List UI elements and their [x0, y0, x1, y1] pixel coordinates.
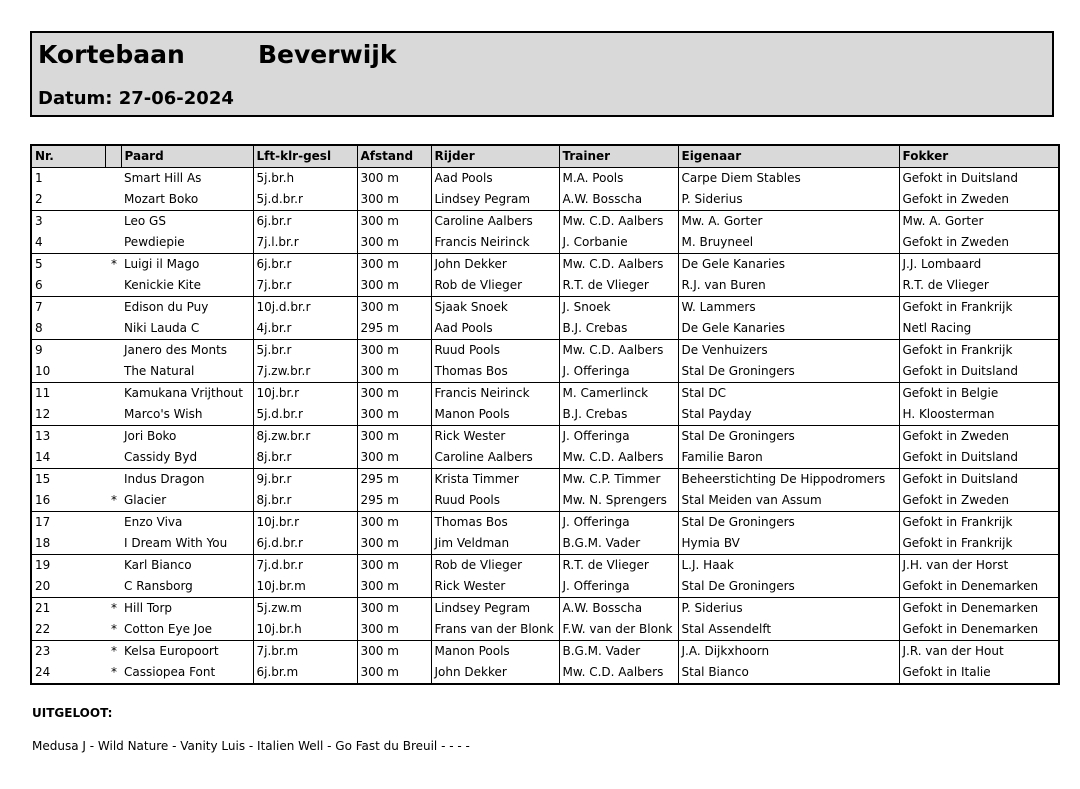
cell-fokker: Gefokt in Zweden — [899, 189, 1059, 211]
cell-paard: Luigi il Mago — [124, 257, 200, 271]
withdrawn-label: UITGELOOT: — [32, 706, 113, 720]
cell-lft: 8j.br.r — [253, 490, 357, 512]
cell-fokker: Gefokt in Italie — [899, 662, 1059, 684]
cell-eigenaar: Stal De Groningers — [678, 512, 899, 534]
cell-trainer: B.G.M. Vader — [559, 641, 678, 663]
cell-nr: 7 — [31, 297, 105, 319]
cell-paard: Kenickie Kite — [121, 275, 253, 297]
cell-trainer: J. Offeringa — [559, 512, 678, 534]
cell-trainer: Mw. C.D. Aalbers — [559, 340, 678, 362]
cell-fokker: Gefokt in Denemarken — [899, 576, 1059, 598]
table-row — [31, 340, 1059, 362]
header-rijder: Rijder — [431, 145, 559, 168]
cell-rijder: Lindsey Pegram — [431, 598, 559, 620]
cell-fokker: Gefokt in Duitsland — [899, 447, 1059, 469]
withdrawn-list: Medusa J - Wild Nature - Vanity Luis - Italien Well - Go Fast du Breuil - - - - — [32, 739, 470, 753]
cell-lft: 10j.br.h — [253, 619, 357, 641]
header-fokker: Fokker — [899, 145, 1059, 168]
table-row — [31, 383, 1059, 405]
cell-paard: Hill Torp — [124, 601, 173, 615]
header-paard: Paard — [121, 145, 253, 168]
cell-rijder: Frans van der Blonk — [431, 619, 559, 641]
cell-lft: 9j.br.r — [253, 469, 357, 491]
header-nr: Nr. — [31, 145, 105, 168]
cell-nr: 3 — [31, 211, 105, 233]
cell-star — [105, 533, 121, 555]
cell-eigenaar: W. Lammers — [678, 297, 899, 319]
cell-star — [105, 275, 121, 297]
cell-rijder: Lindsey Pegram — [431, 189, 559, 211]
cell-star — [105, 404, 121, 426]
cell-nr: 18 — [31, 533, 105, 555]
cell-rijder: Caroline Aalbers — [431, 211, 559, 233]
cell-rijder: Jim Veldman — [431, 533, 559, 555]
cell-rijder: John Dekker — [431, 662, 559, 684]
cell-afstand: 300 m — [357, 576, 431, 598]
cell-lft: 6j.br.r — [253, 211, 357, 233]
cell-star — [105, 512, 121, 534]
cell-fokker: Netl Racing — [899, 318, 1059, 340]
cell-star: * — [111, 644, 117, 658]
cell-lft: 7j.d.br.r — [253, 555, 357, 577]
cell-afstand: 300 m — [357, 340, 431, 362]
cell-trainer: A.W. Bosscha — [559, 189, 678, 211]
cell-fokker: Gefokt in Zweden — [899, 232, 1059, 254]
cell-rijder: Rob de Vlieger — [431, 275, 559, 297]
cell-trainer: B.J. Crebas — [559, 318, 678, 340]
cell-lft: 5j.br.r — [253, 340, 357, 362]
cell-eigenaar: Stal De Groningers — [678, 426, 899, 448]
cell-lft: 6j.d.br.r — [253, 533, 357, 555]
cell-lft: 5j.d.br.r — [253, 189, 357, 211]
cell-paard: Cotton Eye Joe — [121, 619, 253, 641]
cell-nr: 20 — [31, 576, 105, 598]
cell-trainer: A.W. Bosscha — [559, 598, 678, 620]
page-title: Kortebaan — [38, 40, 185, 69]
cell-rijder: Rick Wester — [431, 576, 559, 598]
cell-paard: Enzo Viva — [124, 515, 183, 529]
cell-rijder: Francis Neirinck — [431, 383, 559, 405]
cell-paard: C Ransborg — [121, 576, 253, 598]
cell-fokker: Gefokt in Frankrijk — [899, 340, 1059, 362]
cell-star: * — [111, 257, 117, 271]
cell-fokker: Gefokt in Zweden — [899, 426, 1059, 448]
cell-nr: 13 — [31, 426, 105, 448]
cell-rijder: Ruud Pools — [431, 340, 559, 362]
table-row — [31, 576, 1059, 598]
cell-eigenaar: Stal Meiden van Assum — [678, 490, 899, 512]
cell-fokker: Gefokt in Belgie — [899, 383, 1059, 405]
cell-trainer: M.A. Pools — [559, 168, 678, 190]
table-row — [31, 361, 1059, 383]
cell-rijder: Ruud Pools — [431, 490, 559, 512]
header-star — [105, 145, 121, 168]
cell-afstand: 300 m — [357, 619, 431, 641]
cell-star — [105, 297, 121, 319]
cell-star — [105, 383, 121, 405]
cell-eigenaar: Familie Baron — [678, 447, 899, 469]
table-row — [31, 404, 1059, 426]
cell-afstand: 295 m — [357, 318, 431, 340]
table-row — [31, 189, 1059, 211]
cell-trainer: J. Offeringa — [559, 361, 678, 383]
table-row — [31, 641, 1059, 663]
table-row — [31, 211, 1059, 233]
table-row — [31, 318, 1059, 340]
header-afstand: Afstand — [357, 145, 431, 168]
cell-trainer: R.T. de Vlieger — [559, 275, 678, 297]
cell-rijder: Sjaak Snoek — [431, 297, 559, 319]
cell-nr: 10 — [31, 361, 105, 383]
cell-afstand: 300 m — [357, 254, 431, 276]
cell-star — [105, 426, 121, 448]
cell-trainer: Mw. C.D. Aalbers — [559, 662, 678, 684]
cell-afstand: 300 m — [357, 426, 431, 448]
cell-fokker: J.R. van der Hout — [899, 641, 1059, 663]
cell-trainer: Mw. C.D. Aalbers — [559, 211, 678, 233]
cell-trainer: M. Camerlinck — [559, 383, 678, 405]
cell-star — [105, 361, 121, 383]
cell-rijder: Thomas Bos — [431, 512, 559, 534]
header-lft: Lft-klr-gesl — [253, 145, 357, 168]
header-box — [30, 31, 1054, 117]
cell-lft: 6j.br.r — [253, 254, 357, 276]
cell-eigenaar: P. Siderius — [678, 598, 899, 620]
table-row — [31, 619, 1059, 641]
cell-paard: Jori Boko — [124, 429, 177, 443]
cell-star — [105, 576, 121, 598]
cell-nr: 17 — [31, 512, 105, 534]
table-row — [31, 426, 1059, 448]
cell-star — [105, 232, 121, 254]
cell-paard: Indus Dragon — [124, 472, 205, 486]
cell-afstand: 300 m — [357, 555, 431, 577]
cell-trainer: Mw. C.P. Timmer — [559, 469, 678, 491]
cell-nr: 14 — [31, 447, 105, 469]
cell-afstand: 300 m — [357, 189, 431, 211]
cell-eigenaar: M. Bruyneel — [678, 232, 899, 254]
cell-nr: 8 — [31, 318, 105, 340]
cell-lft: 7j.br.r — [253, 275, 357, 297]
cell-rijder: Caroline Aalbers — [431, 447, 559, 469]
cell-afstand: 300 m — [357, 383, 431, 405]
cell-trainer: Mw. N. Sprengers — [559, 490, 678, 512]
cell-paard: Leo GS — [124, 214, 166, 228]
cell-star: * — [105, 619, 121, 641]
cell-fokker: H. Kloosterman — [899, 404, 1059, 426]
table-header-row — [31, 145, 1059, 168]
cell-star — [105, 211, 121, 233]
cell-rijder: Krista Timmer — [431, 469, 559, 491]
cell-paard: Glacier — [121, 490, 253, 512]
cell-fokker: J.H. van der Horst — [899, 555, 1059, 577]
cell-afstand: 300 m — [357, 211, 431, 233]
table-row — [31, 447, 1059, 469]
cell-trainer: J. Snoek — [559, 297, 678, 319]
cell-nr: 9 — [31, 340, 105, 362]
cell-fokker: J.J. Lombaard — [899, 254, 1059, 276]
cell-afstand: 300 m — [357, 297, 431, 319]
cell-fokker: Gefokt in Frankrijk — [899, 297, 1059, 319]
table-body — [31, 168, 1059, 685]
cell-lft: 10j.d.br.r — [253, 297, 357, 319]
cell-eigenaar: Stal Bianco — [678, 662, 899, 684]
table-row — [31, 533, 1059, 555]
cell-rijder: Thomas Bos — [431, 361, 559, 383]
cell-trainer: B.G.M. Vader — [559, 533, 678, 555]
cell-rijder: Rick Wester — [431, 426, 559, 448]
cell-star — [105, 189, 121, 211]
cell-lft: 5j.d.br.r — [253, 404, 357, 426]
cell-afstand: 295 m — [357, 469, 431, 491]
cell-nr: 21 — [31, 598, 105, 620]
cell-fokker: Gefokt in Frankrijk — [899, 512, 1059, 534]
cell-star: * — [111, 601, 117, 615]
cell-nr: 5 — [31, 254, 105, 276]
cell-trainer: Mw. C.D. Aalbers — [559, 254, 678, 276]
cell-lft: 7j.br.m — [253, 641, 357, 663]
cell-fokker: Mw. A. Gorter — [899, 211, 1059, 233]
cell-afstand: 300 m — [357, 168, 431, 190]
cell-rijder: Aad Pools — [431, 168, 559, 190]
cell-star — [105, 555, 121, 577]
table-row — [31, 254, 1059, 276]
cell-eigenaar: Beheerstichting De Hippodromers — [678, 469, 899, 491]
cell-eigenaar: De Gele Kanaries — [678, 254, 899, 276]
cell-nr: 12 — [31, 404, 105, 426]
cell-afstand: 300 m — [357, 598, 431, 620]
header-eigenaar: Eigenaar — [678, 145, 899, 168]
cell-nr: 15 — [31, 469, 105, 491]
cell-rijder: John Dekker — [431, 254, 559, 276]
cell-afstand: 300 m — [357, 512, 431, 534]
cell-fokker: Gefokt in Frankrijk — [899, 533, 1059, 555]
cell-fokker: R.T. de Vlieger — [899, 275, 1059, 297]
cell-afstand: 300 m — [357, 275, 431, 297]
cell-star — [105, 469, 121, 491]
cell-eigenaar: Hymia BV — [678, 533, 899, 555]
table-row — [31, 275, 1059, 297]
cell-nr: 1 — [31, 168, 105, 190]
table-row — [31, 555, 1059, 577]
cell-lft: 5j.br.h — [253, 168, 357, 190]
cell-afstand: 300 m — [357, 232, 431, 254]
cell-paard: Mozart Boko — [121, 189, 253, 211]
cell-trainer: J. Corbanie — [559, 232, 678, 254]
cell-rijder: Aad Pools — [431, 318, 559, 340]
header-trainer: Trainer — [559, 145, 678, 168]
cell-star: * — [105, 662, 121, 684]
cell-star — [105, 340, 121, 362]
cell-rijder: Francis Neirinck — [431, 232, 559, 254]
cell-eigenaar: P. Siderius — [678, 189, 899, 211]
cell-lft: 10j.br.r — [253, 383, 357, 405]
cell-eigenaar: Stal DC — [678, 383, 899, 405]
table-row — [31, 512, 1059, 534]
cell-paard: Cassiopea Font — [121, 662, 253, 684]
cell-rijder: Manon Pools — [431, 404, 559, 426]
cell-afstand: 295 m — [357, 490, 431, 512]
cell-eigenaar: De Venhuizers — [678, 340, 899, 362]
race-table — [30, 144, 1060, 685]
cell-paard: Marco's Wish — [121, 404, 253, 426]
venue-title: Beverwijk — [258, 40, 397, 69]
cell-nr: 4 — [31, 232, 105, 254]
cell-lft: 8j.br.r — [253, 447, 357, 469]
table-row — [31, 598, 1059, 620]
cell-rijder: Manon Pools — [431, 641, 559, 663]
cell-paard: Niki Lauda C — [121, 318, 253, 340]
cell-nr: 23 — [31, 641, 105, 663]
cell-trainer: B.J. Crebas — [559, 404, 678, 426]
cell-lft: 4j.br.r — [253, 318, 357, 340]
cell-paard: Pewdiepie — [121, 232, 253, 254]
cell-trainer: J. Offeringa — [559, 576, 678, 598]
cell-paard: Kelsa Europoort — [124, 644, 219, 658]
cell-fokker: Gefokt in Duitsland — [899, 361, 1059, 383]
cell-trainer: Mw. C.D. Aalbers — [559, 447, 678, 469]
race-date: Datum: 27-06-2024 — [38, 88, 234, 109]
cell-rijder: Rob de Vlieger — [431, 555, 559, 577]
cell-fokker: Gefokt in Zweden — [899, 490, 1059, 512]
cell-nr: 19 — [31, 555, 105, 577]
cell-eigenaar: R.J. van Buren — [678, 275, 899, 297]
cell-trainer: F.W. van der Blonk — [559, 619, 678, 641]
cell-paard: Cassidy Byd — [121, 447, 253, 469]
cell-lft: 7j.l.br.r — [253, 232, 357, 254]
cell-star: * — [105, 490, 121, 512]
cell-fokker: Gefokt in Denemarken — [899, 598, 1059, 620]
cell-paard: Edison du Puy — [124, 300, 209, 314]
cell-eigenaar: Mw. A. Gorter — [678, 211, 899, 233]
table-row — [31, 662, 1059, 684]
cell-afstand: 300 m — [357, 641, 431, 663]
cell-fokker: Gefokt in Denemarken — [899, 619, 1059, 641]
cell-nr: 6 — [31, 275, 105, 297]
cell-lft: 8j.zw.br.r — [253, 426, 357, 448]
cell-eigenaar: L.J. Haak — [678, 555, 899, 577]
table-row — [31, 232, 1059, 254]
cell-star — [105, 318, 121, 340]
cell-lft: 6j.br.m — [253, 662, 357, 684]
cell-eigenaar: Stal De Groningers — [678, 576, 899, 598]
cell-lft: 7j.zw.br.r — [253, 361, 357, 383]
cell-nr: 11 — [31, 383, 105, 405]
cell-lft: 10j.br.r — [253, 512, 357, 534]
cell-eigenaar: J.A. Dijkxhoorn — [678, 641, 899, 663]
cell-nr: 2 — [31, 189, 105, 211]
cell-fokker: Gefokt in Duitsland — [899, 168, 1059, 190]
cell-trainer: J. Offeringa — [559, 426, 678, 448]
cell-eigenaar: Stal Payday — [678, 404, 899, 426]
cell-nr: 22 — [31, 619, 105, 641]
cell-paard: The Natural — [121, 361, 253, 383]
cell-trainer: R.T. de Vlieger — [559, 555, 678, 577]
cell-paard: I Dream With You — [121, 533, 253, 555]
cell-nr: 16 — [31, 490, 105, 512]
cell-afstand: 300 m — [357, 533, 431, 555]
cell-eigenaar: De Gele Kanaries — [678, 318, 899, 340]
cell-afstand: 300 m — [357, 662, 431, 684]
cell-star — [105, 168, 121, 190]
cell-lft: 10j.br.m — [253, 576, 357, 598]
cell-eigenaar: Stal De Groningers — [678, 361, 899, 383]
cell-lft: 5j.zw.m — [253, 598, 357, 620]
cell-fokker: Gefokt in Duitsland — [899, 469, 1059, 491]
cell-paard: Kamukana Vrijthout — [124, 386, 243, 400]
table-row — [31, 168, 1059, 190]
cell-afstand: 300 m — [357, 361, 431, 383]
cell-nr: 24 — [31, 662, 105, 684]
cell-star — [105, 447, 121, 469]
table-row — [31, 490, 1059, 512]
table-row — [31, 469, 1059, 491]
cell-paard: Karl Bianco — [124, 558, 192, 572]
cell-afstand: 300 m — [357, 447, 431, 469]
cell-paard: Janero des Monts — [124, 343, 228, 357]
table-row — [31, 297, 1059, 319]
cell-eigenaar: Carpe Diem Stables — [678, 168, 899, 190]
cell-paard: Smart Hill As — [124, 171, 202, 185]
cell-afstand: 300 m — [357, 404, 431, 426]
cell-eigenaar: Stal Assendelft — [678, 619, 899, 641]
